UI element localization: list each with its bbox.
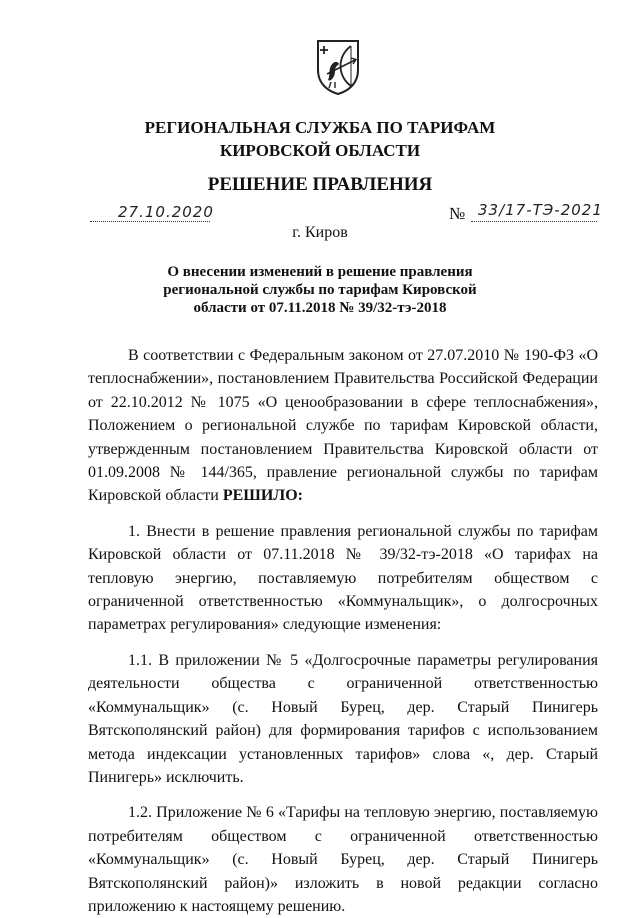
document-number: 33/17-ТЭ-2021 [478, 201, 603, 219]
city: г. Киров [292, 224, 348, 241]
number-sign: № [449, 204, 466, 223]
organization-name-line-1: РЕГИОНАЛЬНАЯ СЛУЖБА ПО ТАРИФАМ [144, 118, 496, 137]
document-date: 27.10.2020 [118, 203, 214, 221]
paragraph-preamble [88, 344, 598, 508]
paragraph-item-1-1: 1.1. В приложении № 5 «Долгосрочные параметры регулирования деятельности общества с ограниченной ответственностью «Коммунальщик» (с. Новый Бурец, дер. Старый Пинигерь Вятскополянский район) для формирования тарифов с использованием метода индексации установленных тарифов» слова «, дер. Старый Пинигерь» исключить. [88, 651, 598, 786]
kirov-oblast-coat-of-arms-icon [315, 38, 361, 96]
preamble-text: В соответствии с Федеральным законом от 27.07.2010 № 190-ФЗ «О теплоснабжении», постановлением Правительства Российской Федерации от 22.10.2012 № 1075 «О ценообразовании в сфере теплоснабжения», Положением о региональной службе по тарифам Кировской области, утвержденным постановлением Правительства Кировской области от 01.09.2008 № 144/365, правление региональной службы по тарифам Кировской области [88, 347, 598, 505]
number-underline [471, 221, 597, 222]
resolved-word: РЕШИЛО: [222, 487, 303, 505]
document-subject [0, 263, 640, 317]
organization-name-line-2: КИРОВСКОЙ ОБЛАСТИ [219, 141, 421, 160]
paragraph-item-1-2: 1.2. Приложение № 6 «Тарифы на тепловую энергию, поставляемую потребителям обществом с ограниченной ответственностью «Коммунальщик» (с. Новый Бурец, дер. Старый Пинигерь Вятскополянский район)» изложить в новой редакции согласно приложению к настоящему решению. [88, 804, 598, 915]
paragraph-item-1: 1. Внести в решение правления региональной службы по тарифам Кировской области от 07.11.2018 № 39/32-тэ-2018 «О тарифах на тепловую энергию, поставляемую потребителям обществом с ограниченной ответственностью «Коммунальщик», о долгосрочных параметрах регулирования» следующие изменения: [88, 522, 598, 634]
document-body [88, 344, 598, 918]
subject-line-2: региональной службы по тарифам Кировской [163, 282, 477, 298]
subject-line-3: области от 07.11.2018 № 39/32-тэ-2018 [193, 300, 447, 316]
subject-line-1: О внесении изменений в решение правления [167, 264, 473, 280]
date-underline [90, 221, 210, 222]
document-title: РЕШЕНИЕ ПРАВЛЕНИЯ [207, 174, 433, 195]
